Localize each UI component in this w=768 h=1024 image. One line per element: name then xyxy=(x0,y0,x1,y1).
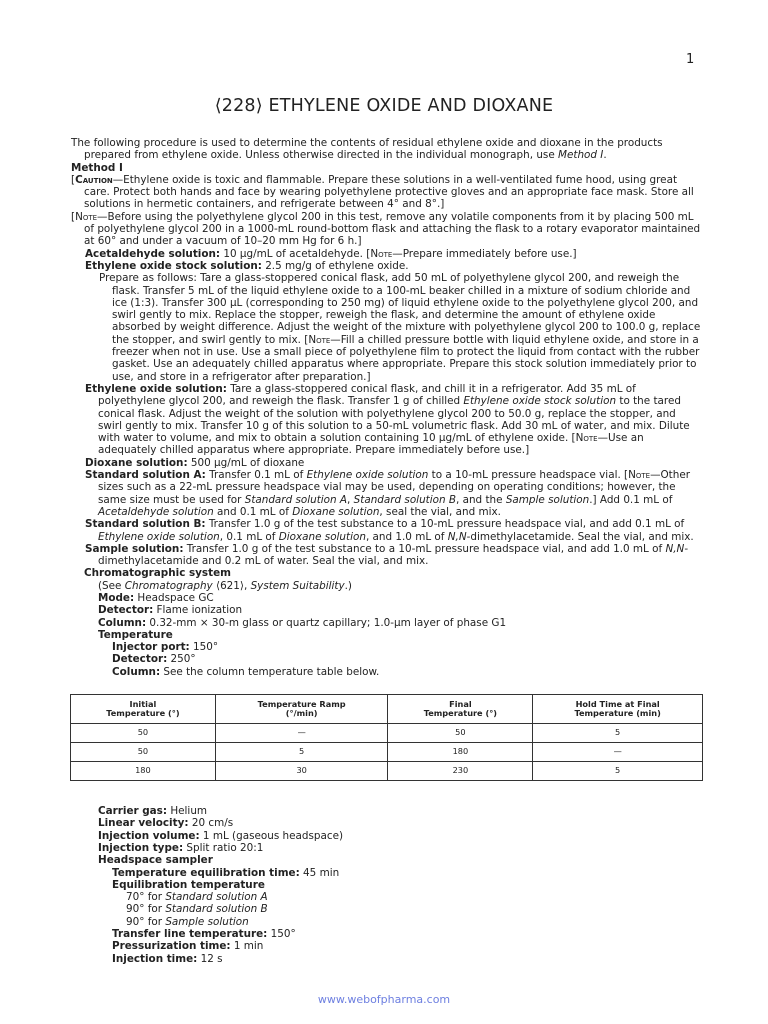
detector-line: Detector: Flame ionization xyxy=(98,604,243,617)
table-row xyxy=(71,743,703,762)
caution-paragraph: [Caution—Ethylene oxide is toxic and flammable. Prepare these solutions in a well-ventilated fume hood, using great care. Protect both hands and face by wearing polyethylene protective gloves and an appropriate face mask. Store all solutions in hermetic containers, and refrigerate between 4° and 8°.] xyxy=(71,173,694,211)
ethylene-oxide-solution: Ethylene oxide solution: Tare a glass-stoppered conical flask, and chill it in a refrigerator. Add 35 mL of polyethylene glycol 200, and reweigh the flask. Transfer 1 g of chilled Ethylene oxide stock solution to the tared conical flask. Adjust the weight of the solution with polyethylene glycol 200 to 50.0 g, replace the stopper, and swirl gently to mix. Transfer 10 g of this solution to a 50-mL volumetric flask. Add 30 mL of water, and mix. Dilute with water to volume, and mix to obtain a solution containing 10 µg/mL of ethylene oxide. [Note—Use an adequately chilled apparatus where appropriate. Prepare immediately before use.] xyxy=(85,382,690,457)
table-cell: 180 xyxy=(71,762,216,781)
table-header-cell: Initial Temperature (°) xyxy=(71,695,216,724)
injection-volume-line: Injection volume: 1 mL (gaseous headspace) xyxy=(98,829,344,842)
table-cell: 5 xyxy=(215,743,388,762)
document-body xyxy=(71,137,703,965)
headspace-sampler-heading: Headspace sampler xyxy=(98,854,213,867)
intro-paragraph: The following procedure is used to determine the contents of residual ethylene oxide and dioxane in the products prepared from ethylene oxide. Unless otherwise directed in the individual monograph, use Method I. xyxy=(71,137,663,162)
linear-velocity-line: Linear velocity: 20 cm/s xyxy=(98,817,234,830)
table-cell: 30 xyxy=(215,762,388,781)
equilibration-time-line: Temperature equilibration time: 45 min xyxy=(112,866,340,879)
temperature-heading: Temperature xyxy=(98,628,173,641)
injection-type-line: Injection type: Split ratio 20:1 xyxy=(98,841,264,854)
table-cell: — xyxy=(215,724,388,743)
carrier-gas-line: Carrier gas: Helium xyxy=(98,805,208,818)
table-cell: 5 xyxy=(533,724,703,743)
table-cell: 230 xyxy=(388,762,533,781)
standard-solution-a: Standard solution A: Transfer 0.1 mL of Ethylene oxide solution to a 10-mL pressure headspace vial. [Note—Other sizes such as a 22-mL pressure headspace vial may be used, depending on operating conditions; however, the same size must be used for Standard solution A, Standard solution B, and the Sample solution.] Add 0.1 mL of Acetaldehyde solution and 0.1 mL of Dioxane solution, seal the vial, and mix. xyxy=(85,469,691,518)
table-cell: 50 xyxy=(71,743,216,762)
mode-line: Mode: Headspace GC xyxy=(98,591,214,604)
dioxane-solution: Dioxane solution: 500 µg/mL of dioxane xyxy=(85,456,305,469)
sample-solution: Sample solution: Transfer 1.0 g of the test substance to a 10-mL pressure headspace vial, and add 1.0 mL of N,N-dimethylacetamide and 0.2 mL of water. Seal the vial, and mix. xyxy=(85,542,689,568)
page-title: ⟨228⟩ ETHYLENE OXIDE AND DIOXANE xyxy=(214,96,554,116)
standard-solution-b: Standard solution B: Transfer 1.0 g of the test substance to a 10-mL pressure headspace vial, and add 0.1 mL of Ethylene oxide solution, 0.1 mL of Dioxane solution, and 1.0 mL of N,N-dimethylacetamide. Seal the vial, and mix. xyxy=(85,518,694,543)
note-paragraph: [Note—Before using the polyethylene glycol 200 in this test, remove any volatile components from it by placing 500 mL of polyethylene glycol 200 in a 1000-mL round-bottom flask and attaching the flask to a rotary evaporator maintained at 60° and under a vacuum of 10–20 mm Hg for 6 h.] xyxy=(71,210,701,248)
table-cell: 50 xyxy=(388,724,533,743)
stock-solution: Ethylene oxide stock solution: 2.5 mg/g of ethylene oxide. xyxy=(85,259,409,272)
equilibration-temp-b: 90° for Standard solution B xyxy=(126,903,268,916)
table-header-cell: Final Temperature (°) xyxy=(388,695,533,724)
column-temperature-table-wrap xyxy=(70,694,703,781)
method-heading: Method I xyxy=(71,161,123,174)
injection-time-line: Injection time: 12 s xyxy=(112,952,223,965)
page-number: 1 xyxy=(686,52,695,67)
footer-link[interactable]: www.webofpharma.com xyxy=(317,993,451,1006)
column-temperature-line: Column: See the column temperature table below. xyxy=(112,665,380,678)
chromatographic-system-heading: Chromatographic system xyxy=(84,567,231,580)
pressurization-time-line: Pressurization time: 1 min xyxy=(112,940,264,953)
equilibration-temp-a: 70° for Standard solution A xyxy=(126,891,268,904)
table-header-cell: Temperature Ramp (°/min) xyxy=(215,695,388,724)
detector-temperature-line: Detector: 250° xyxy=(112,653,196,666)
chromatography-reference: (See Chromatography ⟨621⟩, System Suitability.) xyxy=(98,579,352,592)
table-cell: 50 xyxy=(71,724,216,743)
table-row xyxy=(71,724,703,743)
acetaldehyde-solution: Acetaldehyde solution: 10 µg/mL of acetaldehyde. [Note—Prepare immediately before use.] xyxy=(85,247,577,260)
column-temperature-table xyxy=(70,694,703,781)
table-cell: 5 xyxy=(533,762,703,781)
equilibration-temp-sample: 90° for Sample solution xyxy=(126,915,249,928)
stock-preparation: Prepare as follows: Tare a glass-stoppered conical flask, add 50 mL of polyethylene glycol 200, and reweigh the flask. Transfer 5 mL of the liquid ethylene oxide to a 100-mL beaker chilled in a mixture of sodium chloride and ice (1:3). Transfer 300 µL (corresponding to 250 mg) of liquid ethylene oxide to the polyethylene glycol 200, and swirl gently to mix. Replace the stopper, reweigh the flask, and determine the amount of ethylene oxide absorbed by weight difference. Adjust the weight of the mixture with polyethylene glycol 200 to 100.0 g, replace the stopper, and swirl gently to mix. [Note—Fill a chilled pressure bottle with liquid ethylene oxide, and store in a freezer when not in use. Use a small piece of polyethylene film to protect the liquid from contact with the rubber gasket. Use an adequately chilled apparatus where appropriate. Prepare this stock solution immediately prior to use, and store in a refrigerator after preparation.] xyxy=(99,272,701,383)
table-cell: — xyxy=(533,743,703,762)
table-cell: 180 xyxy=(388,743,533,762)
table-header-cell: Hold Time at Final Temperature (min) xyxy=(533,695,703,724)
injector-port-line: Injector port: 150° xyxy=(112,641,219,654)
column-line: Column: 0.32-mm × 30-m glass or quartz capillary; 1.0-µm layer of phase G1 xyxy=(98,616,507,629)
table-row xyxy=(71,762,703,781)
equilibration-temperature-heading: Equilibration temperature xyxy=(112,878,265,891)
transfer-line-temperature-line: Transfer line temperature: 150° xyxy=(112,928,296,941)
table-header-row xyxy=(71,695,703,724)
